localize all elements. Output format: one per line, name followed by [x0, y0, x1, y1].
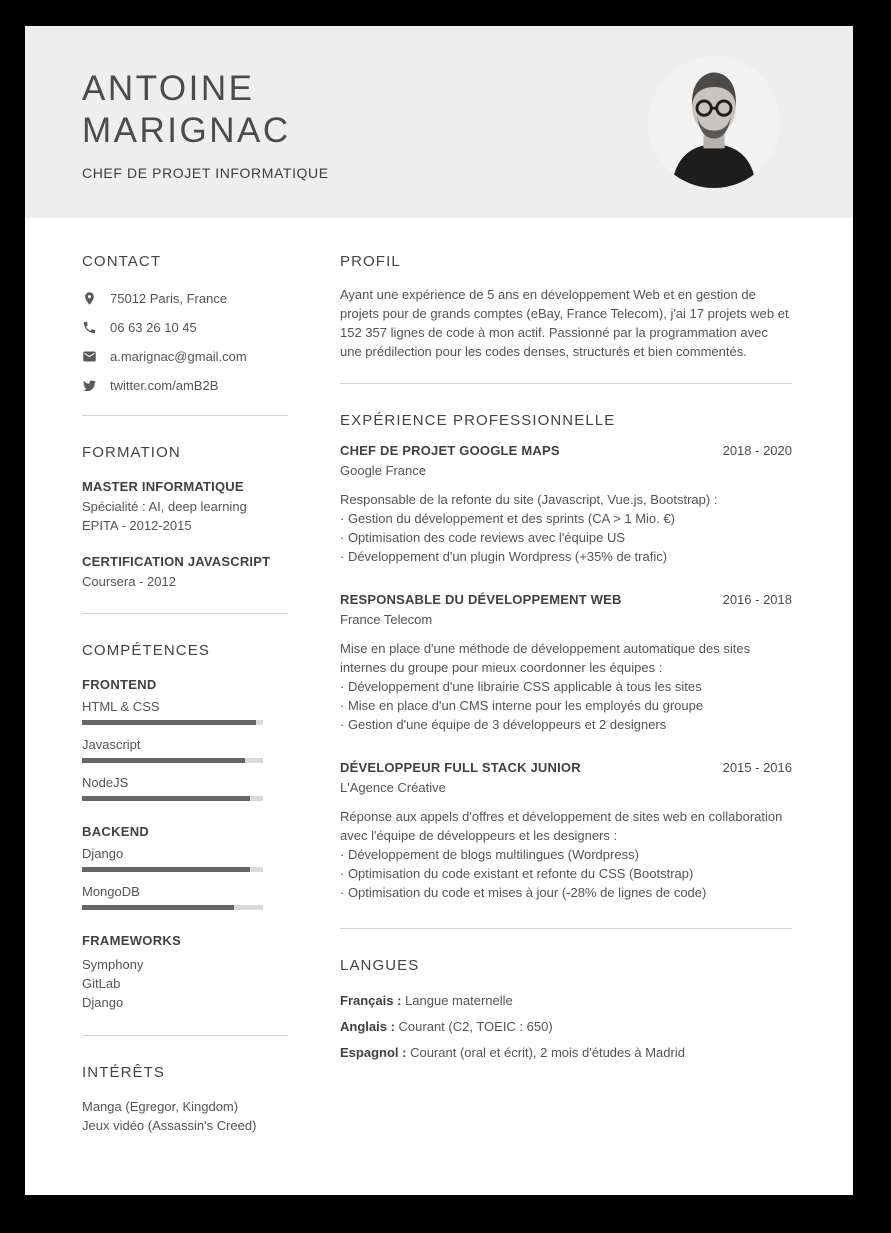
- skill-bar: [82, 720, 263, 725]
- skill-group-frontend: [82, 677, 288, 801]
- job-title-row: [340, 592, 792, 607]
- skill-label: Django: [82, 846, 124, 861]
- job-bullet: · Développement d'un plugin Wordpress (+35% de trafic): [340, 549, 668, 564]
- skill-group-title: FRONTEND: [82, 677, 157, 692]
- language-level: Courant (oral et écrit), 2 mois d'études à Madrid: [410, 1045, 685, 1060]
- divider: [340, 383, 792, 384]
- contact-twitter-text: twitter.com/amB2B: [110, 377, 219, 393]
- job-title-row: [340, 760, 792, 775]
- job-intro: Responsable de la refonte du site (Javascript, Vue.js, Bootstrap) :: [340, 492, 718, 507]
- contact-row-email: [82, 348, 288, 364]
- contact-list: [82, 290, 288, 393]
- portrait-placeholder-image: [648, 56, 780, 188]
- location-pin-icon: [82, 291, 97, 306]
- education-detail: Coursera - 2012: [82, 574, 176, 589]
- skill-bar: [82, 796, 263, 801]
- job-bullets: [340, 845, 792, 902]
- job-dates: 2016 - 2018: [722, 592, 792, 607]
- language-name: Français :: [340, 993, 402, 1008]
- divider: [82, 415, 288, 416]
- skill-label: HTML & CSS: [82, 699, 160, 714]
- envelope-icon: [82, 349, 97, 364]
- job-dates: 2018 - 2020: [722, 443, 792, 458]
- interets-heading: INTÉRÊTS: [82, 1064, 165, 1081]
- job-bullet: · Optimisation des code reviews avec l'équipe US: [340, 530, 626, 545]
- job-bullet: · Optimisation du code existant et refonte du CSS (Bootstrap): [340, 866, 694, 881]
- job-title: CHEF DE PROJET INFORMATIQUE: [82, 165, 329, 181]
- framework-item: GitLab: [82, 976, 121, 991]
- skill-bar: [82, 758, 263, 763]
- interest-item: Jeux vidéo (Assassin's Creed): [82, 1118, 257, 1133]
- job-dates: 2015 - 2016: [722, 760, 792, 775]
- job-entry: [340, 592, 792, 734]
- resume-page: [25, 26, 853, 1195]
- contact-heading: CONTACT: [82, 253, 162, 270]
- job-title: RESPONSABLE DU DÉVELOPPEMENT WEB: [340, 592, 622, 607]
- contact-phone-text: 06 63 26 10 45: [110, 319, 197, 335]
- skill-bar-fill: [82, 758, 245, 763]
- contact-row-address: [82, 290, 288, 306]
- contact-address-text: 75012 Paris, France: [110, 290, 228, 306]
- contact-email-text: a.marignac@gmail.com: [110, 348, 247, 364]
- divider: [82, 613, 288, 614]
- language-row: [340, 1044, 792, 1062]
- skill-group-title: FRAMEWORKS: [82, 933, 182, 948]
- header-band: [25, 26, 853, 218]
- sidebar-column: [82, 253, 288, 1135]
- skill-item: [82, 775, 288, 801]
- job-company: Google France: [340, 463, 426, 478]
- skill-group-backend: [82, 824, 288, 910]
- skill-bar-fill: [82, 905, 234, 910]
- job-company: L'Agence Créative: [340, 780, 446, 795]
- job-bullet: · Mise en place d'un CMS interne pour les employés du groupe: [340, 698, 704, 713]
- education-title: MASTER INFORMATIQUE: [82, 479, 244, 494]
- language-name: Espagnol :: [340, 1045, 407, 1060]
- job-title-row: [340, 443, 792, 458]
- languages-list: [340, 992, 792, 1062]
- job-intro: Mise en place d'une méthode de développement automatique des sites internes du groupe pour mieux coordonner les équipes :: [340, 641, 751, 675]
- job-entry: [340, 443, 792, 566]
- skill-item: [82, 846, 288, 872]
- skill-group-frameworks: [82, 933, 288, 1012]
- job-bullets: [340, 677, 792, 734]
- framework-item: Django: [82, 995, 124, 1010]
- skill-label: MongoDB: [82, 884, 140, 899]
- education-entry: [82, 479, 288, 535]
- skill-item: [82, 884, 288, 910]
- language-level: Langue maternelle: [405, 993, 513, 1008]
- twitter-icon: [82, 378, 97, 393]
- phone-icon: [82, 320, 97, 335]
- interests-list: [82, 1097, 288, 1135]
- profil-text: Ayant une expérience de 5 ans en développement Web et en gestion de projets pour de grands comptes (eBay, France Telecom), j'ai 17 projets web et 152 357 lignes de code à mon actif. Passionné par la programmation avec une prédilection pour les codes denses, structurés et bien commentés.: [340, 287, 789, 359]
- divider: [340, 928, 792, 929]
- language-level: Courant (C2, TOEIC : 650): [398, 1019, 553, 1034]
- job-bullet: · Gestion du développement et des sprints (CA > 1 Mio. €): [340, 511, 675, 526]
- job-entry: [340, 760, 792, 902]
- divider: [82, 1035, 288, 1036]
- job-title: CHEF DE PROJET GOOGLE MAPS: [340, 443, 560, 458]
- main-column: [340, 253, 792, 1070]
- job-intro: Réponse aux appels d'offres et développement de sites web en collaboration avec l'équipe de développeurs et les designers :: [340, 809, 783, 843]
- job-title: DÉVELOPPEUR FULL STACK JUNIOR: [340, 760, 581, 775]
- skill-item: [82, 737, 288, 763]
- profile-photo: [648, 56, 780, 188]
- competences-heading: COMPÉTENCES: [82, 642, 210, 659]
- interest-item: Manga (Egregor, Kingdom): [82, 1099, 239, 1114]
- job-bullet: · Développement d'une librairie CSS applicable à tous les sites: [340, 679, 702, 694]
- framework-item: Symphony: [82, 957, 144, 972]
- skill-bar: [82, 867, 263, 872]
- language-name: Anglais :: [340, 1019, 395, 1034]
- formation-heading: FORMATION: [82, 444, 181, 461]
- profil-heading: PROFIL: [340, 253, 401, 270]
- name-line-2: MARIGNAC: [82, 111, 291, 150]
- skill-label: Javascript: [82, 737, 141, 752]
- job-bullets: [340, 509, 792, 566]
- language-row: [340, 1018, 792, 1036]
- job-bullet: · Gestion d'une équipe de 3 développeurs et 2 designers: [340, 717, 667, 732]
- job-bullet: · Optimisation du code et mises à jour (-28% de lignes de code): [340, 885, 707, 900]
- skill-bar: [82, 905, 263, 910]
- job-company: France Telecom: [340, 612, 433, 627]
- language-row: [340, 992, 792, 1010]
- name-line-1: ANTOINE: [82, 69, 255, 108]
- skill-bar-fill: [82, 796, 250, 801]
- skill-label: NodeJS: [82, 775, 129, 790]
- education-entry: [82, 554, 288, 591]
- education-title: CERTIFICATION JAVASCRIPT: [82, 554, 271, 569]
- name-block: [82, 68, 329, 181]
- langues-heading: LANGUES: [340, 957, 420, 974]
- skill-bar-fill: [82, 867, 250, 872]
- skill-item: [82, 699, 288, 725]
- job-bullet: · Développement de blogs multilingues (Wordpress): [340, 847, 639, 862]
- skill-bar-fill: [82, 720, 256, 725]
- education-detail: EPITA - 2012-2015: [82, 518, 192, 533]
- education-detail: Spécialité : AI, deep learning: [82, 499, 247, 514]
- experience-heading: EXPÉRIENCE PROFESSIONNELLE: [340, 412, 616, 429]
- contact-row-twitter: [82, 377, 288, 393]
- contact-row-phone: [82, 319, 288, 335]
- skill-group-title: BACKEND: [82, 824, 150, 839]
